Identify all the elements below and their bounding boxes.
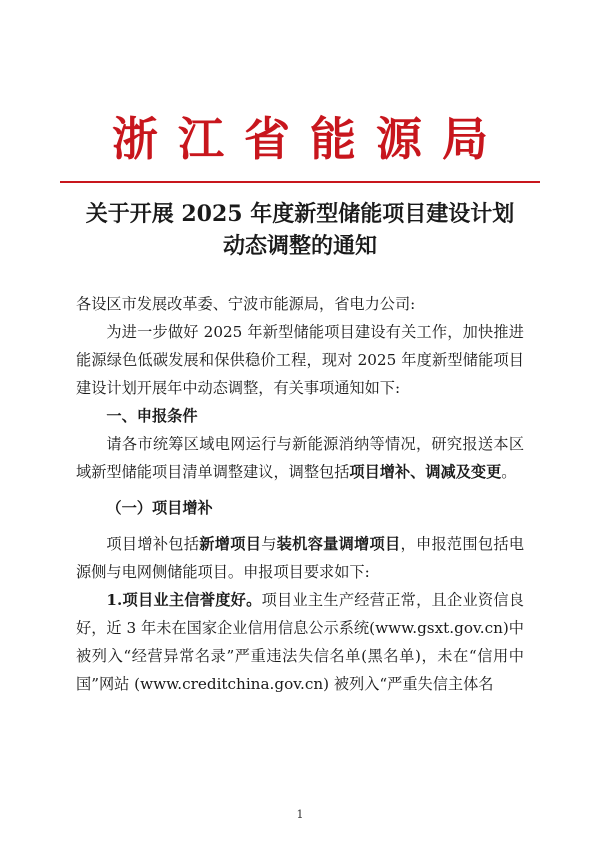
supplement-capacity-increase: 装机容量调增项目 — [276, 535, 401, 553]
supplement-new-projects: 新增项目 — [199, 535, 262, 553]
conditions-text: 请各市统筹区域电网运行与新能源消纳等情况，研究报送本区域新型储能项目清单调整建议，调整包括 — [76, 435, 524, 481]
supplement-paragraph — [76, 530, 524, 586]
intro-paragraph: 为进一步做好 2025 年新型储能项目建设有关工作，加快推进能源绿色低碳发展和保供稳价工程，现对 2025 年度新型储能项目建设计划开展年中动态调整，有关事项通知如下: — [76, 323, 524, 397]
item-1-heading: 1.项目业主信誉度好。 — [106, 591, 262, 609]
red-divider-line — [60, 181, 540, 183]
section-heading-1: 一、申报条件 — [106, 407, 198, 425]
title-line-1: 关于开展 2025 年度新型储能项目建设计划 — [85, 201, 515, 227]
document-title — [60, 198, 540, 262]
supplement-text-e: ，申报范围包括电源侧与电网侧储能项目。申报项目要求如下: — [76, 535, 525, 581]
conditions-emphasis: 项目增补、调减及变更 — [349, 463, 502, 481]
header-char: 能 — [310, 112, 356, 166]
title-line-2: 动态调整的通知 — [222, 233, 377, 259]
header-char: 源 — [376, 112, 422, 166]
header-char: 省 — [244, 112, 290, 166]
recipients-line: 各设区市发展改革委、宁波市能源局，省电力公司: — [76, 295, 416, 313]
header-char: 江 — [178, 112, 224, 166]
issuer-header — [60, 108, 540, 170]
item-1-text: 项目业主生产经营正常，且企业资信良好，近 3 年未在国家企业信用信息公示系统(www.gsxt.gov.cn)中被列入“经营异常名录”严重违法失信名单(黑名单)，未在“信用中国”网站 (www.creditchina.gov.cn) 被列入“严重失信主体名 — [76, 591, 524, 693]
subsection-heading-1: （一）项目增补 — [106, 499, 213, 517]
item-1-paragraph — [76, 586, 524, 698]
page-number: 1 — [296, 808, 304, 821]
supplement-text-c: 与 — [261, 535, 277, 553]
conditions-paragraph — [76, 430, 524, 486]
supplement-text-a: 项目增补包括 — [106, 535, 200, 553]
header-char: 浙 — [112, 112, 158, 166]
conditions-end: 。 — [501, 463, 517, 481]
document-body — [76, 290, 524, 698]
header-char: 局 — [442, 112, 488, 166]
